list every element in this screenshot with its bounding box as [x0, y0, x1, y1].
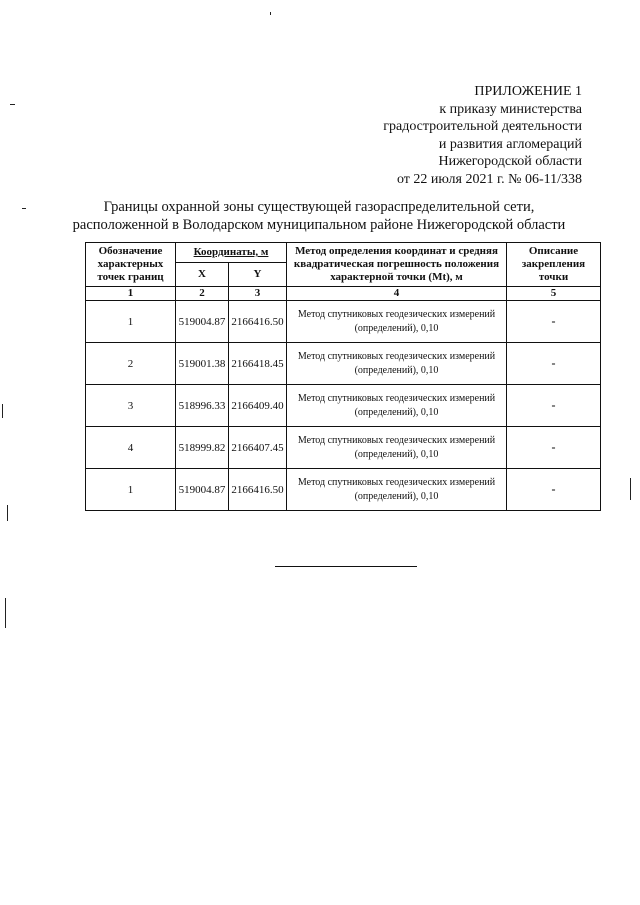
cell-y: 2166407.45: [229, 427, 287, 469]
cell-method: Метод спутниковых геодезических измерений (определений), 0,10: [287, 469, 507, 511]
column-number: 2: [176, 287, 229, 301]
cell-method: Метод спутниковых геодезических измерений (определений), 0,10: [287, 301, 507, 343]
appendix-line: и развития агломераций: [438, 136, 582, 152]
cell-description: -: [507, 385, 601, 427]
table-row: [86, 343, 601, 385]
appendix-header: [383, 83, 582, 188]
appendix-line: Нижегородской области: [438, 154, 582, 169]
column-number: 4: [287, 287, 507, 301]
cell-description: -: [507, 427, 601, 469]
column-number: 3: [229, 287, 287, 301]
cell-y: 2166409.40: [229, 385, 287, 427]
scan-mark: [10, 104, 15, 105]
cell-x: 518999.82: [176, 427, 229, 469]
table-row: [86, 469, 601, 511]
column-number: 1: [86, 287, 176, 301]
appendix-line: градостроительной деятельности: [383, 119, 582, 134]
table-row: [86, 301, 601, 343]
scan-mark: [5, 598, 6, 628]
document-title: [0, 198, 640, 234]
scan-mark: [2, 404, 3, 418]
cell-description: -: [507, 301, 601, 343]
header-x: X: [176, 263, 229, 287]
cell-method: Метод спутниковых геодезических измерений (определений), 0,10: [287, 385, 507, 427]
end-line: [275, 566, 417, 567]
cell-point: 1: [86, 301, 176, 343]
header-coordinates: Координаты, м: [176, 243, 287, 263]
cell-x: 519004.87: [176, 469, 229, 511]
cell-description: -: [507, 469, 601, 511]
appendix-title: ПРИЛОЖЕНИЕ 1: [474, 84, 582, 99]
cell-point: 1: [86, 469, 176, 511]
header-method: Метод определения координат и средняя квадратическая погрешность положения характерной точки (Mt), м: [287, 243, 507, 287]
cell-method: Метод спутниковых геодезических измерений (определений), 0,10: [287, 427, 507, 469]
appendix-line: к приказу министерства: [439, 101, 582, 117]
cell-y: 2166416.50: [229, 301, 287, 343]
header-point: Обозначение характерных точек границ: [86, 243, 176, 287]
scan-mark: [270, 12, 271, 15]
coordinates-table: [85, 242, 601, 511]
document-title-line: расположенной в Володарском муниципальном районе Нижегородской области: [72, 217, 566, 233]
table-row: [86, 427, 601, 469]
scan-mark: [7, 505, 8, 521]
cell-description: -: [507, 343, 601, 385]
appendix-line: от 22 июля 2021 г. № 06-11/338: [396, 171, 582, 187]
cell-y: 2166416.50: [229, 469, 287, 511]
cell-y: 2166418.45: [229, 343, 287, 385]
scan-mark: [630, 478, 631, 500]
column-number: 5: [507, 287, 601, 301]
document-title-line: Границы охранной зоны существующей газораспределительной сети,: [103, 199, 535, 215]
cell-x: 519004.87: [176, 301, 229, 343]
table-row: [86, 385, 601, 427]
cell-point: 2: [86, 343, 176, 385]
header-description: Описание закрепления точки: [507, 243, 601, 287]
cell-point: 3: [86, 385, 176, 427]
cell-x: 518996.33: [176, 385, 229, 427]
cell-point: 4: [86, 427, 176, 469]
cell-x: 519001.38: [176, 343, 229, 385]
cell-method: Метод спутниковых геодезических измерений (определений), 0,10: [287, 343, 507, 385]
header-y: Y: [229, 263, 287, 287]
